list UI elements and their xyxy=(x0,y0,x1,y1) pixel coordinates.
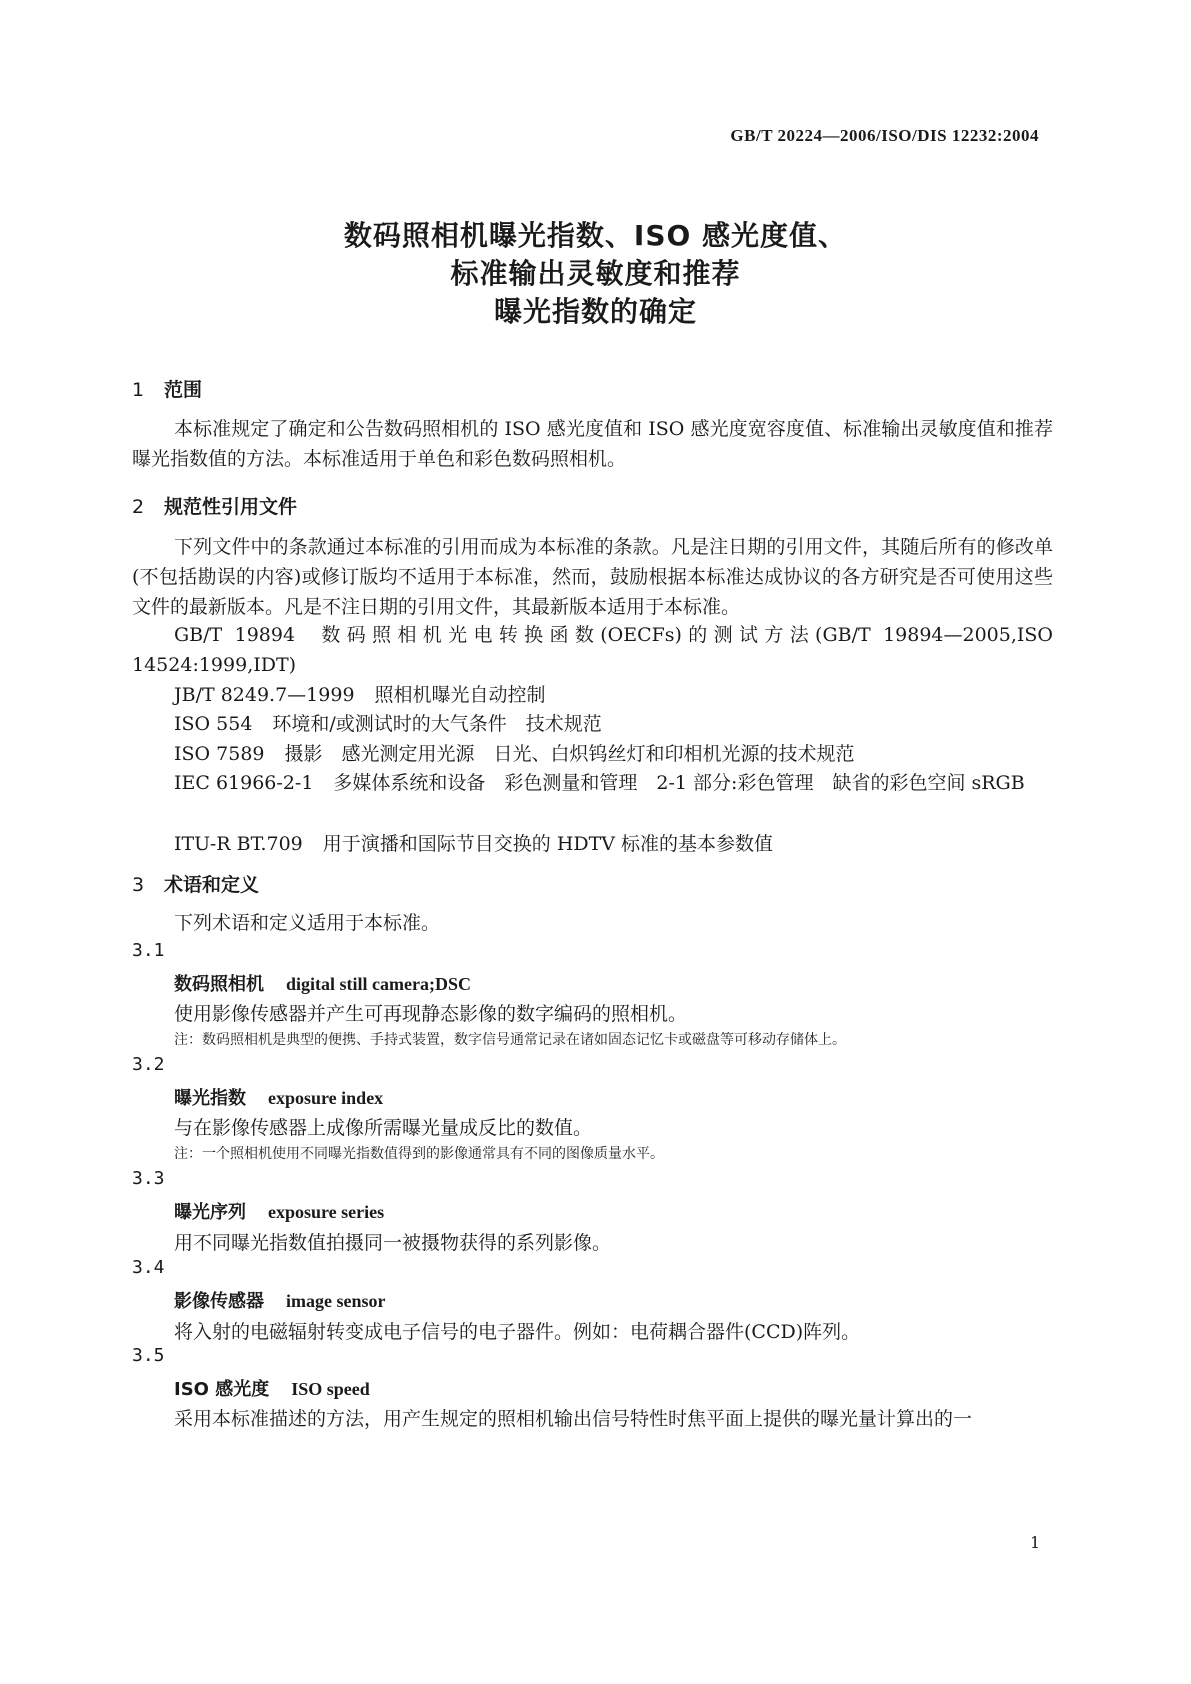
reference-code: ISO 7589 xyxy=(174,743,265,765)
section-title: 术语和定义 xyxy=(164,874,260,896)
section-2-paragraph: 下列文件中的条款通过本标准的引用而成为本标准的条款。凡是注日期的引用文件，其随后所有的修改单(不包括勘误的内容)或修订版均不适用于本标准，然而，鼓励根据本标准达成协议的各方研究是否可使用这些文件的最新版本。凡是不注日期的引用文件，其最新版本适用于本标准。 xyxy=(132,536,1053,618)
reference-item xyxy=(174,829,773,856)
reference-item xyxy=(132,768,1053,798)
term-heading xyxy=(174,1287,385,1313)
term-en: ISO speed xyxy=(291,1379,370,1399)
section-number: 2 xyxy=(132,496,145,518)
term-definition: 使用影像传感器并产生可再现静态影像的数字编码的照相机。 xyxy=(174,1003,688,1025)
reference-item xyxy=(174,680,546,707)
section-number: 3 xyxy=(132,874,145,896)
term-heading xyxy=(174,1375,370,1401)
term-en: exposure series xyxy=(268,1202,385,1222)
term-number: 3.2 xyxy=(132,1054,165,1075)
term-cn: 曝光序列 xyxy=(174,1202,246,1223)
section-3-heading xyxy=(132,870,259,897)
term-en: digital still camera;DSC xyxy=(286,974,471,994)
title-line-1: 数码照相机曝光指数、ISO 感光度值、 xyxy=(343,219,848,252)
reference-code: ITU-R BT.709 xyxy=(174,833,303,855)
section-2-heading xyxy=(132,492,297,519)
standard-code: GB/T 20224—2006/ISO/DIS 12232:2004 xyxy=(730,126,1039,145)
term-en: exposure index xyxy=(268,1088,384,1108)
term-cn: 数码照相机 xyxy=(174,974,264,995)
term-number: 3.5 xyxy=(132,1345,165,1366)
term-number: 3.4 xyxy=(132,1257,165,1278)
term-definition: 与在影像传感器上成像所需曝光量成反比的数值。 xyxy=(174,1117,593,1139)
section-1-paragraph: 本标准规定了确定和公告数码照相机的 ISO 感光度值和 ISO 感光度宽容度值、标准输出灵敏度值和推荐曝光指数值的方法。本标准适用于单色和彩色数码照相机。 xyxy=(132,418,1053,470)
term-definition: 采用本标准描述的方法，用产生规定的照相机输出信号特性时焦平面上提供的曝光量计算出的一 xyxy=(174,1408,973,1430)
reference-title: 用于演播和国际节目交换的 HDTV 标准的基本参数值 xyxy=(322,833,774,855)
term-cn: 曝光指数 xyxy=(174,1088,246,1109)
reference-title: 数码照相机光电转换函数(OECFs)的测试方法(GB/T 19894—2005,ISO 14524:1999,IDT) xyxy=(132,624,1053,676)
term-cn: 影像传感器 xyxy=(174,1291,264,1312)
reference-title: 多媒体系统和设备 彩色测量和管理 2-1 部分:彩色管理 缺省的彩色空间 sRGB xyxy=(333,772,1025,794)
title-line-3: 曝光指数的确定 xyxy=(493,295,697,328)
reference-code: ISO 554 xyxy=(174,713,253,735)
reference-code: GB/T 19894 xyxy=(174,624,296,646)
term-note: 注：数码照相机是典型的便携、手持式装置，数字信号通常记录在诸如固态记忆卡或磁盘等可移动存储体上。 xyxy=(174,1032,846,1048)
reference-title: 照相机曝光自动控制 xyxy=(374,684,546,706)
section-3-intro: 下列术语和定义适用于本标准。 xyxy=(174,912,441,934)
reference-item xyxy=(174,739,855,766)
term-cn: ISO 感光度 xyxy=(174,1379,270,1400)
term-note: 注：一个照相机使用不同曝光指数值得到的影像通常具有不同的图像质量水平。 xyxy=(174,1146,664,1162)
reference-code: JB/T 8249.7—1999 xyxy=(174,684,355,706)
term-heading xyxy=(174,970,471,996)
section-title: 规范性引用文件 xyxy=(164,496,298,518)
reference-item xyxy=(132,620,1053,680)
reference-title: 摄影 感光测定用光源 日光、白炽钨丝灯和印相机光源的技术规范 xyxy=(284,743,855,765)
reference-code: IEC 61966-2-1 xyxy=(174,772,314,794)
section-number: 1 xyxy=(132,379,145,401)
term-number: 3.3 xyxy=(132,1168,165,1189)
term-definition: 将入射的电磁辐射转变成电子信号的电子器件。例如：电荷耦合器件(CCD)阵列。 xyxy=(174,1321,861,1343)
reference-title: 环境和/或测试时的大气条件 技术规范 xyxy=(272,713,602,735)
term-en: image sensor xyxy=(286,1291,386,1311)
term-definition: 用不同曝光指数值拍摄同一被摄物获得的系列影像。 xyxy=(174,1232,612,1254)
term-heading xyxy=(174,1084,383,1110)
term-number: 3.1 xyxy=(132,940,165,961)
section-1-heading xyxy=(132,375,202,402)
section-title: 范围 xyxy=(164,379,203,401)
reference-item xyxy=(174,709,602,736)
term-heading xyxy=(174,1198,384,1224)
title-line-2: 标准输出灵敏度和推荐 xyxy=(450,257,741,290)
page-number: 1 xyxy=(1030,1533,1041,1552)
